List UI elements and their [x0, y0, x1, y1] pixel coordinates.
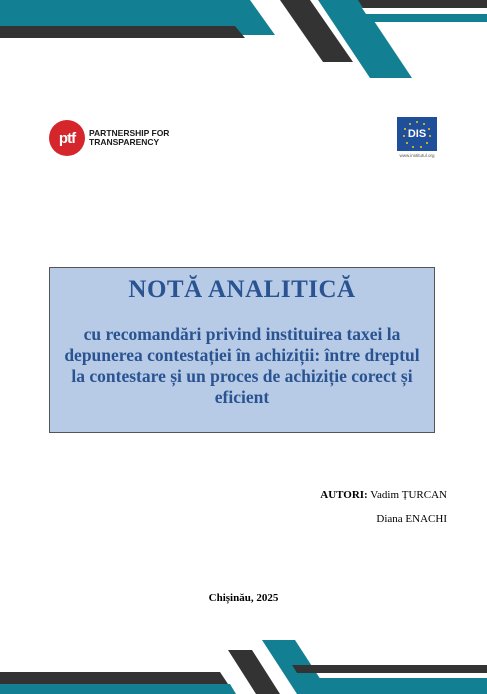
ptf-logo-text: [89, 129, 169, 147]
ptf-logo-mark: ptf: [49, 120, 85, 156]
authors-label: AUTORI:: [320, 489, 368, 501]
bottom-dark-stripe: [228, 650, 280, 694]
title-box: [49, 267, 435, 433]
document-subtitle: cu recomandări privind instituirea taxei la depunerea contestației în achiziții: între dreptul la contestare și un proces de achiziție corect și eficient: [64, 324, 420, 407]
author-1: Vadim ȚURCAN: [370, 489, 447, 501]
authors-block: [320, 489, 447, 525]
top-dark-band: [0, 26, 245, 38]
bottom-left-teal: [0, 684, 236, 694]
dis-website: www.institutul.org: [399, 153, 435, 158]
bottom-left-dark: [0, 672, 228, 684]
bottom-right-teal: [300, 678, 487, 694]
stars-icon: [397, 117, 437, 151]
ptf-logo-line1: PARTNERSHIP FOR: [89, 128, 170, 138]
top-right-dark: [358, 0, 487, 8]
top-right-teal: [366, 14, 487, 22]
ptf-logo-line2: TRANSPARENCY: [89, 137, 160, 147]
dis-logo-mark: [397, 117, 437, 151]
document-title: NOTĂ ANALITICĂ: [128, 276, 356, 303]
dis-logo: [395, 117, 439, 158]
author-2: Diana ENACHI: [376, 513, 447, 525]
place-date: Chișinău, 2025: [208, 592, 279, 604]
bottom-right-dark: [292, 665, 487, 673]
ptf-logo: [49, 120, 169, 156]
dis-logo-text: DIS: [407, 128, 427, 140]
